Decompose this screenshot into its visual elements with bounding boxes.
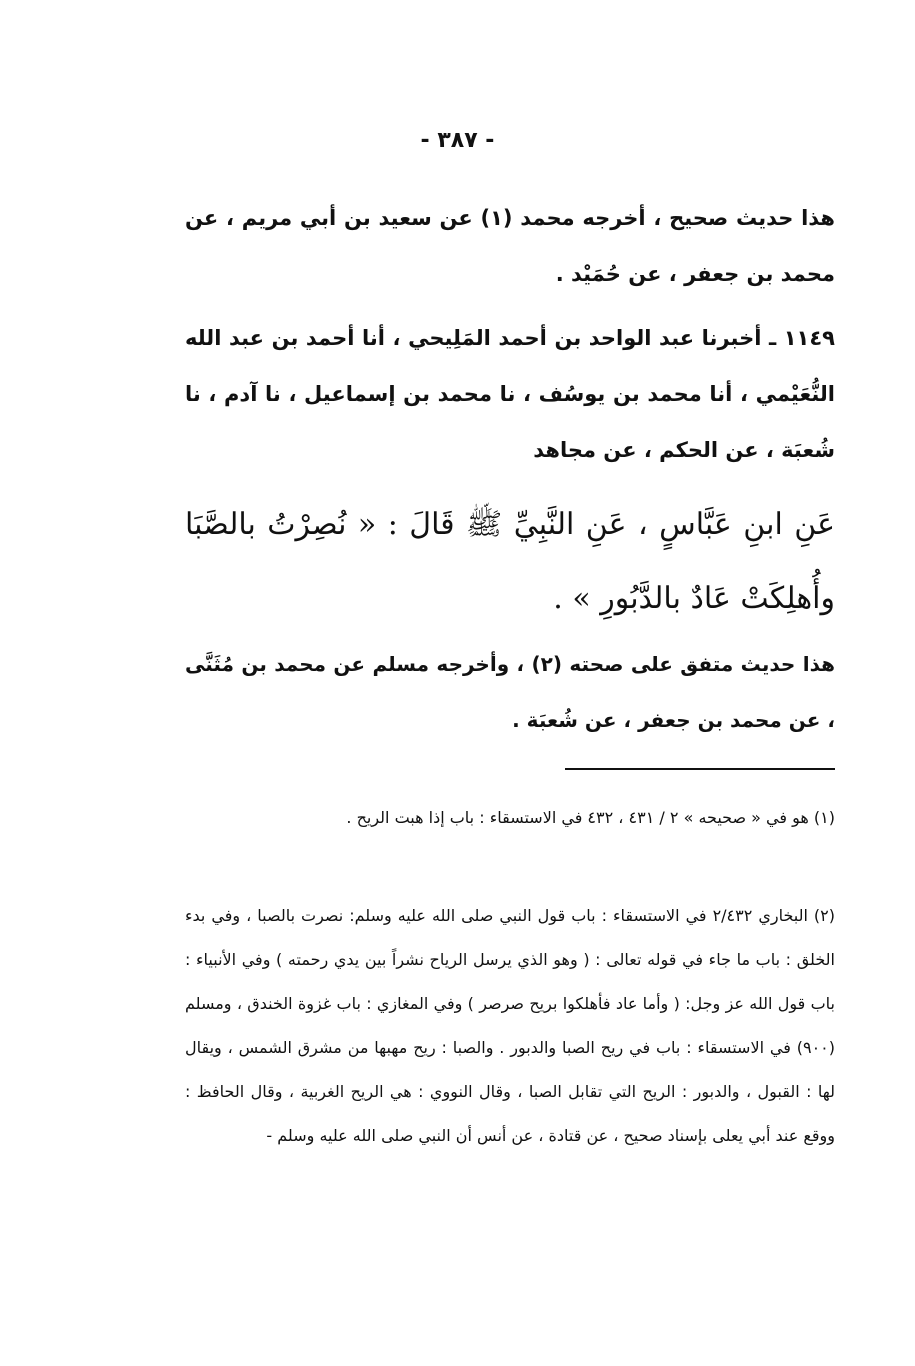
paragraph-isnad: ١١٤٩ ـ أخبرنا عبد الواحد بن أحمد المَلِيحي ، أنا أحمد بن عبد الله النُّعَيْمي ، أنا محمد بن يوسُف ، نا محمد بن إسماعيل ، نا آدم ، نا شُعبَة ، عن الحكم ، عن مجاهد — [185, 326, 835, 462]
paragraph-grading: هذا حديث صحيح ، أخرجه محمد (١) عن سعيد بن أبي مريم ، عن محمد بن جعفر ، عن حُمَيْد . — [185, 206, 835, 286]
footnote-2: (٢) البخاري ٢/٤٣٢ في الاستسقاء : باب قول النبي صلى الله عليه وسلم: نصرت بالصبا ، وفي بدء الخلق : باب ما جاء في قوله تعالى : ( وهو الذي يرسل الرياح نشراً بين يدي رحمته ) وفي الأنبياء : باب قول الله عز وجل: ( وأما عاد فأهلكوا بريح صرصر ) وفي المغازي : باب غزوة الخندق ، ومسلم (٩٠٠) في الاستسقاء : باب في ريح الصبا والدبور . والصبا : ريح مهبها من مشرق الشمس ، ويقال لها : القبول ، والدبور : الريح التي تقابل الصبا ، وقال النووي : هي الريح الغربية ، وقال الحافظ : ووقع عند أبي يعلى بإسناد صحيح ، عن قتادة ، عن أنس أن النبي صلى الله عليه وسلم - — [185, 906, 836, 1145]
paragraph-takhrij: هذا حديث متفق على صحته (٢) ، وأخرجه مسلم عن محمد بن مُثَنَّى ، عن محمد بن جعفر ، عن شُعبَة . — [185, 652, 835, 732]
footnote-divider — [565, 768, 835, 770]
page-number: - ٣٨٧ - — [420, 128, 495, 153]
footnote-1: (١) هو في « صحيحه » ٢ / ٤٣١ ، ٤٣٢ في الاستسقاء : باب إذا هبت الريح . — [346, 808, 835, 827]
hadith-text: عَنِ ابنِ عَبَّاسٍ ، عَنِ النَّبِيِّ ﷺ قَالَ : « نُصِرْتُ بالصَّبَا وأُهلِكَتْ عَادٌ بالدَّبُورِ » . — [185, 507, 835, 616]
